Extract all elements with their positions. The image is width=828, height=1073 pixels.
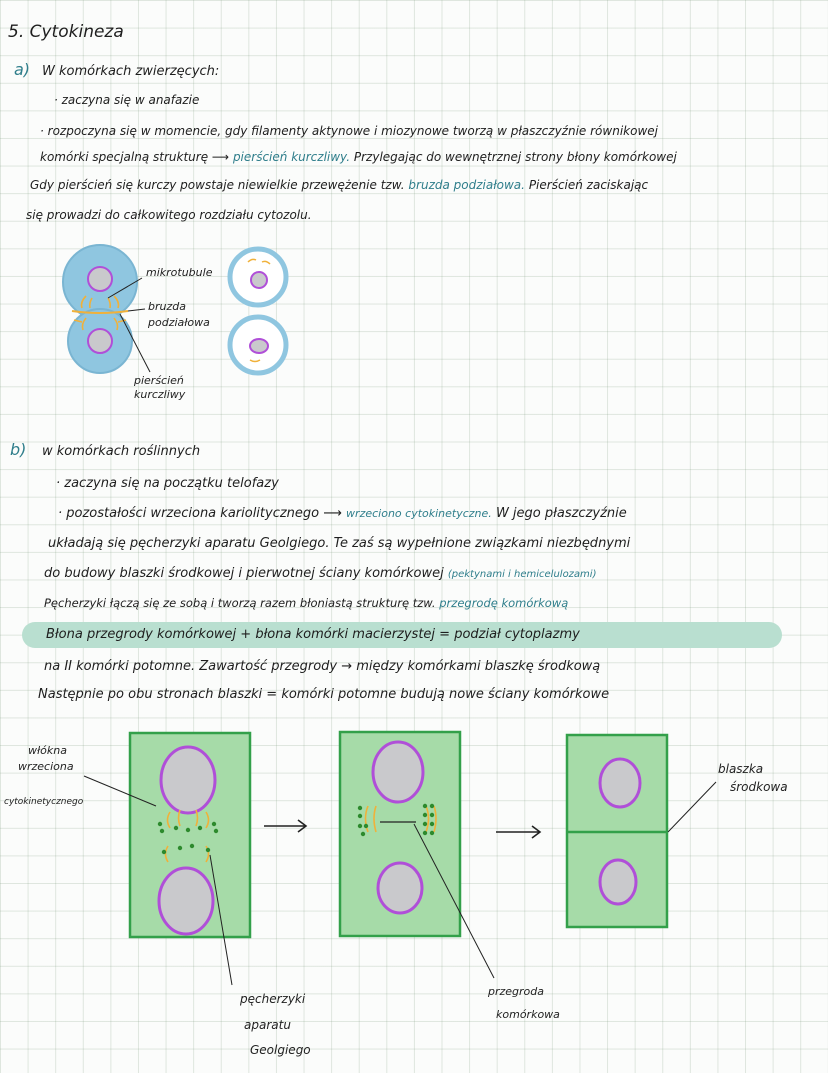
leader-blaszka <box>668 782 716 832</box>
part-b-highlight-text: Błona przegrody komórkowej + błona komórki macierzystej = podział cytoplazmy <box>46 627 580 642</box>
plant-cell-stage-3 <box>567 735 667 927</box>
part-b-line-3-text-a: do budowy blaszki środkowej i pierwotnej ściany komórkowej <box>44 566 444 581</box>
label-bruzda-2: podziałowa <box>148 316 210 329</box>
label-blaszka-2: środkowa <box>730 780 788 794</box>
part-b-heading: w komórkach roślinnych <box>42 444 201 459</box>
part-a-line-2-text-b: Przylegając do wewnętrznej strony błony komórkowej <box>353 150 677 164</box>
label-pierscien-2: kurczliwy <box>134 388 186 401</box>
label-bruzda-1: bruzda <box>148 300 186 313</box>
plant-cell-stage-2 <box>340 732 460 936</box>
part-a-marker: a) <box>14 60 31 79</box>
part-b-line-1-text-b: W jego płaszczyźnie <box>495 506 627 521</box>
label-pecherzyki-1: pęcherzyki <box>240 992 306 1006</box>
term-wrzeciono: wrzeciono cytokinetyczne. <box>346 507 492 520</box>
term-bruzda: bruzda podziałowa. <box>408 178 525 192</box>
label-mikrotubule: mikrotubule <box>146 266 213 279</box>
leader-bruzda <box>128 309 145 311</box>
label-przegroda-2: komórkowa <box>496 1008 560 1021</box>
label-wlokna-1: włókna <box>28 744 67 757</box>
section-title: 5. Cytokineza <box>8 22 124 42</box>
arrow-icon <box>496 826 540 838</box>
part-a-line-1: · rozpoczyna się w momencie, gdy filamenty aktynowe i miozynowe tworzą w płaszczyźnie równikowej <box>40 124 658 138</box>
part-b-marker: b) <box>10 440 27 459</box>
part-a-heading: W komórkach zwierzęcych: <box>42 64 220 79</box>
part-a-bullet-1: · zaczyna się w anafazie <box>54 93 200 107</box>
part-b-line-2: układają się pęcherzyki aparatu Geolgiego. Te zaś są wypełnione związkami niezbędnymi <box>48 536 631 551</box>
arrow-icon: ⟶ <box>323 506 342 521</box>
label-pecherzyki-3: Geolgiego <box>250 1043 311 1057</box>
part-b-bullet-1: · zaczyna się na początku telofazy <box>56 476 279 491</box>
label-blaszka-1: blaszka <box>718 762 764 776</box>
label-pierscien-1: pierścień <box>134 374 184 387</box>
part-b-line-7: Następnie po obu stronach blaszki = komórki potomne budują nowe ściany komórkowe <box>38 687 610 702</box>
arrow-icon <box>264 820 306 832</box>
label-przegroda-1: przegroda <box>488 985 545 998</box>
lower-nucleus <box>88 329 112 353</box>
part-a-line-3-text-a: Gdy pierścień się kurczy powstaje niewielkie przewężenie tzw. <box>30 178 405 192</box>
upper-nucleus <box>88 267 112 291</box>
term-przegroda: przegrodę komórkową <box>439 596 569 610</box>
part-b-line-1-text-a: · pozostałości wrzeciona kariolitycznego <box>58 506 320 521</box>
arrow-icon: ⟶ <box>211 150 230 164</box>
label-pecherzyki-2: aparatu <box>244 1018 291 1032</box>
part-a-line-2-text-a: komórki specjalną strukturę <box>40 150 209 164</box>
part-a-line-4: się prowadzi do całkowitego rozdziału cytozolu. <box>26 208 312 222</box>
animal-cells-separated <box>230 249 286 373</box>
term-pektyny: (pektynami i hemicelulozami) <box>447 569 597 580</box>
label-wlokna-3: cytokinetycznego <box>4 797 84 807</box>
part-a-line-3-text-b: Pierścień zaciskając <box>528 178 649 192</box>
label-wlokna-2: wrzeciona <box>18 760 74 773</box>
part-b-line-4-text-a: Pęcherzyki łączą się ze sobą i tworzą razem błoniastą strukturę tzw. <box>44 596 436 610</box>
animal-cell-dividing <box>63 245 137 373</box>
term-pierscien: pierścień kurczliwy. <box>232 150 351 164</box>
part-b-line-6: na II komórki potomne. Zawartość przegrody → między komórkami blaszkę środkową <box>44 659 601 674</box>
plant-cell-stage-1 <box>130 733 250 937</box>
